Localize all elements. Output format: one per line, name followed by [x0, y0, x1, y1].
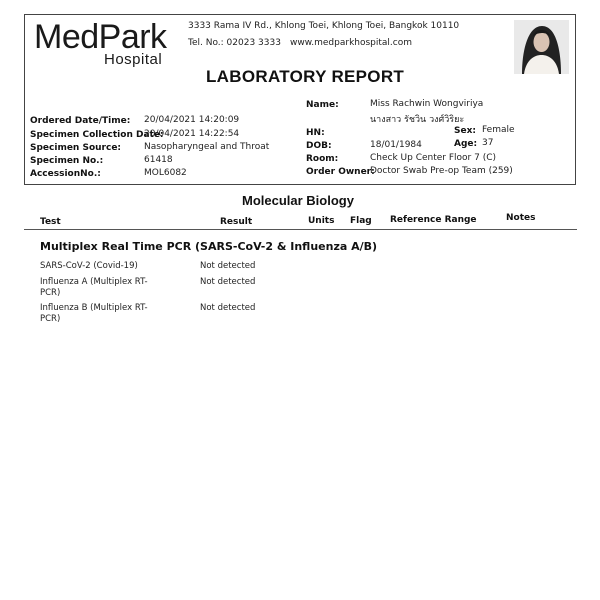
order-owner-label: Order Owner: [306, 167, 375, 177]
ordered-label: Ordered Date/Time: [30, 116, 131, 126]
dob-label: DOB: [306, 141, 332, 151]
source-value: Nasopharyngeal and Throat [144, 142, 270, 152]
table-row-test: Influenza B (Multiplex RT-PCR) [40, 303, 148, 324]
dob-value: 18/01/1984 [370, 140, 422, 150]
hn-label: HN: [306, 128, 325, 138]
table-row-result: Not detected [200, 303, 256, 313]
age-value: 37 [482, 138, 494, 148]
name-value: Miss Rachwin Wongviriya [370, 99, 484, 109]
room-value: Check Up Center Floor 7 (C) [370, 153, 497, 163]
hospital-website: www.medparkhospital.com [290, 38, 413, 48]
patient-photo [514, 20, 569, 74]
specimen-no-label: Specimen No.: [30, 156, 104, 166]
table-row-result: Not detected [200, 261, 256, 271]
table-row-test: Influenza A (Multiplex RT-PCR) [40, 277, 148, 298]
table-row-test: SARS-CoV-2 (Covid-19) [40, 261, 138, 271]
source-label: Specimen Source: [30, 143, 122, 153]
room-label: Room: [306, 154, 339, 164]
report-title: LABORATORY REPORT [206, 67, 405, 86]
column-header-test: Test [40, 217, 61, 227]
sex-label: Sex: [454, 126, 476, 136]
name-thai: นางสาว รัชวิน วงศ์วิริยะ [370, 115, 465, 125]
column-header-units: Units [308, 216, 335, 226]
ordered-value: 20/04/2021 14:20:09 [144, 115, 240, 125]
table-row-result: Not detected [200, 277, 256, 287]
column-header-notes: Notes [506, 213, 536, 223]
name-label: Name: [306, 100, 339, 110]
hospital-address: 3333 Rama IV Rd., Khlong Toei, Khlong Toei, Bangkok 10110 [188, 21, 460, 31]
order-owner-value: Doctor Swab Pre-op Team (259) [370, 166, 513, 176]
hospital-logo: MedPark [34, 18, 167, 56]
column-header-reference: Reference Range [390, 215, 477, 225]
hospital-logo-subtitle: Hospital [104, 51, 163, 68]
column-header-flag: Flag [350, 216, 372, 226]
accession-value: MOL6082 [144, 168, 187, 178]
hospital-tel: Tel. No.: 02023 3333 [188, 38, 281, 48]
column-header-result: Result [220, 217, 253, 227]
header-divider [24, 229, 577, 230]
collection-label: Specimen Collection Date: [30, 130, 164, 140]
age-label: Age: [454, 139, 478, 149]
specimen-no-value: 61418 [144, 155, 173, 165]
sex-value: Female [482, 125, 515, 135]
collection-value: 20/04/2021 14:22:54 [144, 129, 240, 139]
section-title: Molecular Biology [242, 193, 354, 208]
panel-title: Multiplex Real Time PCR (SARS-CoV-2 & Influenza A/B) [40, 240, 378, 253]
accession-label: AccessionNo.: [30, 169, 101, 179]
